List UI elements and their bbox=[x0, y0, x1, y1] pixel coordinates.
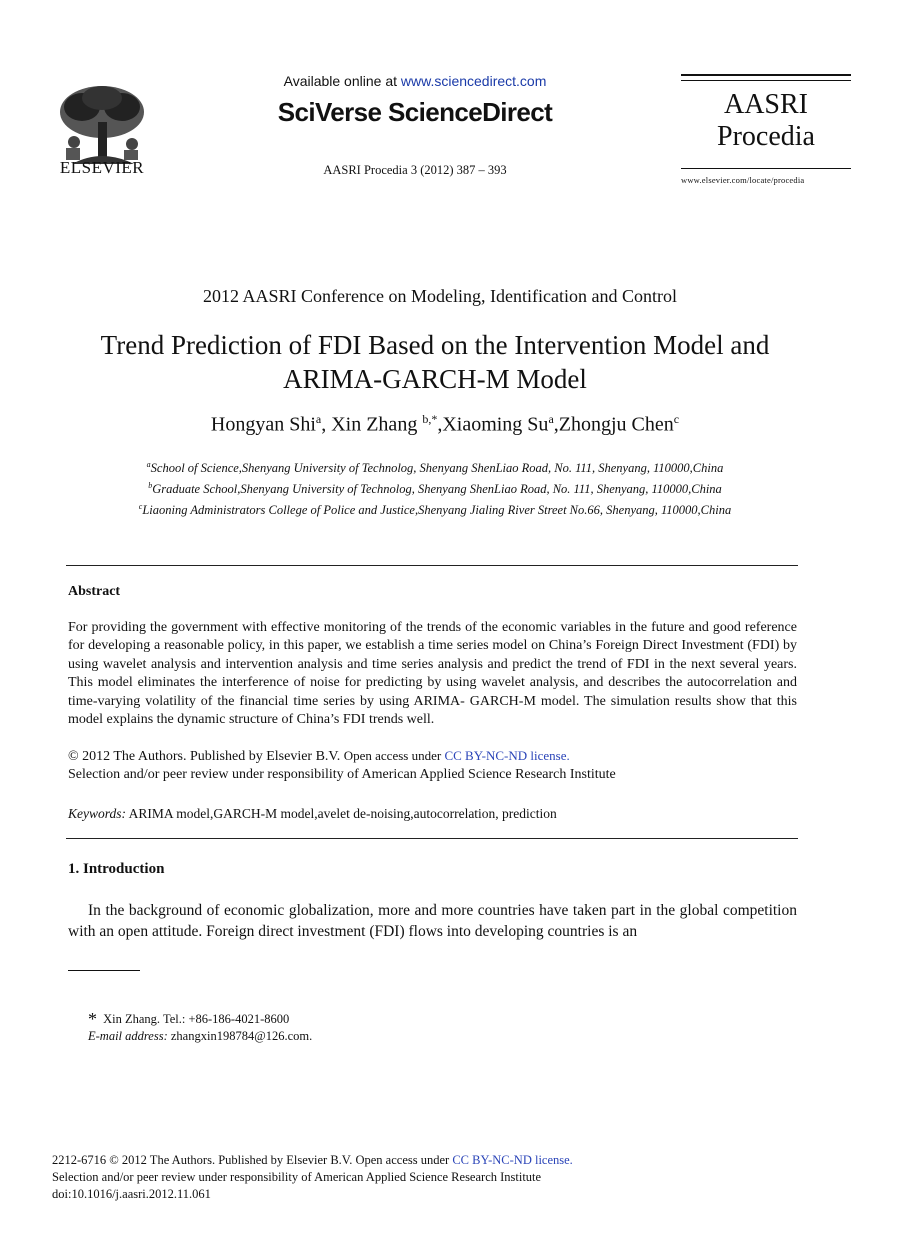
affiliation-mark: a bbox=[146, 460, 151, 469]
journal-rule-bottom bbox=[681, 168, 851, 169]
footer-doi[interactable]: doi:10.1016/j.aasri.2012.11.061 bbox=[52, 1187, 211, 1201]
affiliation-mark: c bbox=[138, 502, 143, 512]
journal-rule-top-thin bbox=[681, 80, 851, 81]
sciencedirect-link[interactable]: www.sciencedirect.com bbox=[400, 73, 547, 89]
keywords-label: Keywords: bbox=[68, 806, 126, 821]
author-affiliation-mark: a bbox=[315, 412, 322, 426]
affiliation-mark: b bbox=[148, 481, 153, 491]
license-link[interactable]: CC BY-NC-ND license. bbox=[444, 748, 570, 763]
paper-title-line2: ARIMA-GARCH-M Model bbox=[283, 364, 587, 394]
author-name: Zhongju Chen bbox=[558, 413, 674, 436]
journal-url-link[interactable]: www.elsevier.com/locate/procedia bbox=[681, 175, 805, 185]
keywords-text: ARIMA model,GARCH-M model,avelet de-noising,autocorrelation, prediction bbox=[126, 806, 557, 821]
journal-name-line2: Procedia bbox=[717, 121, 815, 152]
affiliation-text: School of Science,Shenyang University of Technolog, Shenyang ShenLiao Road, No. 111, Shenyang, 110000,China bbox=[150, 461, 724, 476]
author-name: Xiaoming Su bbox=[442, 413, 549, 436]
footnote-contact: Xin Zhang. Tel.: +86-186-4021-8600 bbox=[100, 1012, 290, 1026]
page-footer bbox=[52, 1152, 852, 1203]
abstract-rule-bottom bbox=[66, 838, 798, 839]
email-label: E-mail address: bbox=[88, 1029, 168, 1043]
footnote-star: * bbox=[88, 1009, 97, 1029]
author-affiliation-mark: b,* bbox=[422, 412, 438, 426]
section-heading: 1. Introduction bbox=[68, 861, 165, 877]
footer-open-access: Open access under bbox=[355, 1153, 453, 1167]
author-separator: , bbox=[553, 413, 559, 436]
author-name: Xin Zhang bbox=[331, 413, 423, 436]
author-affiliation-mark: c bbox=[673, 412, 680, 426]
keywords-line bbox=[68, 806, 797, 822]
available-online-line bbox=[200, 73, 630, 89]
email-address[interactable]: zhangxin198784@126.com. bbox=[167, 1029, 313, 1043]
paper-title bbox=[40, 328, 830, 396]
footer-copyright-line bbox=[52, 1152, 852, 1169]
author-affiliation-mark: a bbox=[548, 412, 554, 426]
abstract-heading: Abstract bbox=[68, 584, 121, 599]
affiliation-text: Graduate School,Shenyang University of Technolog, Shenyang ShenLiao Road, No. 111, Shenyang, 110000,China bbox=[152, 482, 722, 497]
publisher-logo-text: ELSEVIER bbox=[59, 158, 145, 177]
copyright-line bbox=[68, 747, 797, 766]
affiliation-list bbox=[60, 456, 810, 519]
journal-name bbox=[681, 89, 851, 153]
affiliation-item bbox=[60, 456, 810, 477]
journal-name-line1: AASRI bbox=[723, 89, 808, 120]
abstract-text: For providing the government with effective monitoring of the trends of the economic variables in the future and good reference for developing a reasonable policy, in this paper, we establish a time series model on China’s Foreign Direct Investment (FDI) by using wavelet analysis and intervention analysis and time series analysis and predict the trend of FDI in the next several years. This model eliminates the interference of noise for predicting by using wavelet analysis, and describes the autocorrelation and time-varying volatility of the financial time series by using ARIMA- GARCH-M model. The simulation results show that this model explains the dynamic structure of China’s FDI trends well. bbox=[68, 620, 797, 728]
footnote-rule bbox=[68, 970, 140, 971]
author-separator: , bbox=[321, 413, 332, 436]
available-prefix: Available online at bbox=[283, 73, 401, 89]
footer-copyright: 2212-6716 © 2012 The Authors. Published by Elsevier B.V. bbox=[52, 1153, 356, 1167]
conference-name: 2012 AASRI Conference on Modeling, Identification and Control bbox=[203, 286, 677, 306]
affiliation-item bbox=[60, 498, 810, 519]
author-separator: , bbox=[437, 413, 443, 436]
copyright-block bbox=[68, 747, 797, 785]
author-name: Hongyan Shi bbox=[210, 413, 316, 436]
footer-peer-review: Selection and/or peer review under responsibility of American Applied Science Research Institute bbox=[52, 1170, 542, 1184]
affiliation-item bbox=[60, 477, 810, 498]
footnote-email-line bbox=[88, 1028, 312, 1045]
copyright-text: © 2012 The Authors. Published by Elsevier B.V. bbox=[68, 749, 344, 764]
footer-license-link[interactable]: CC BY-NC-ND license. bbox=[452, 1153, 573, 1167]
platform-name: SciVerse ScienceDirect bbox=[277, 97, 553, 127]
affiliation-text: Liaoning Administrators College of Police and Justice,Shenyang Jialing River Street No.66, Shenyang, 110000,China bbox=[142, 503, 732, 518]
paper-title-line1: Trend Prediction of FDI Based on the Intervention Model and bbox=[100, 330, 770, 360]
footnote-contact-line bbox=[88, 1011, 312, 1028]
peer-review-text: Selection and/or peer review under responsibility of American Applied Science Research Institute bbox=[68, 767, 616, 783]
intro-paragraph: In the background of economic globalization, more and more countries have taken part in the global competition with an open attitude. Foreign direct investment (FDI) flows into developing countries is an bbox=[68, 902, 797, 940]
journal-rule-top bbox=[681, 74, 851, 76]
author-list bbox=[60, 412, 830, 437]
corresponding-author-footnote bbox=[88, 1011, 312, 1045]
journal-citation: AASRI Procedia 3 (2012) 387 – 393 bbox=[323, 163, 507, 177]
abstract-rule-top bbox=[66, 565, 798, 566]
open-access-text: Open access under bbox=[343, 748, 445, 763]
